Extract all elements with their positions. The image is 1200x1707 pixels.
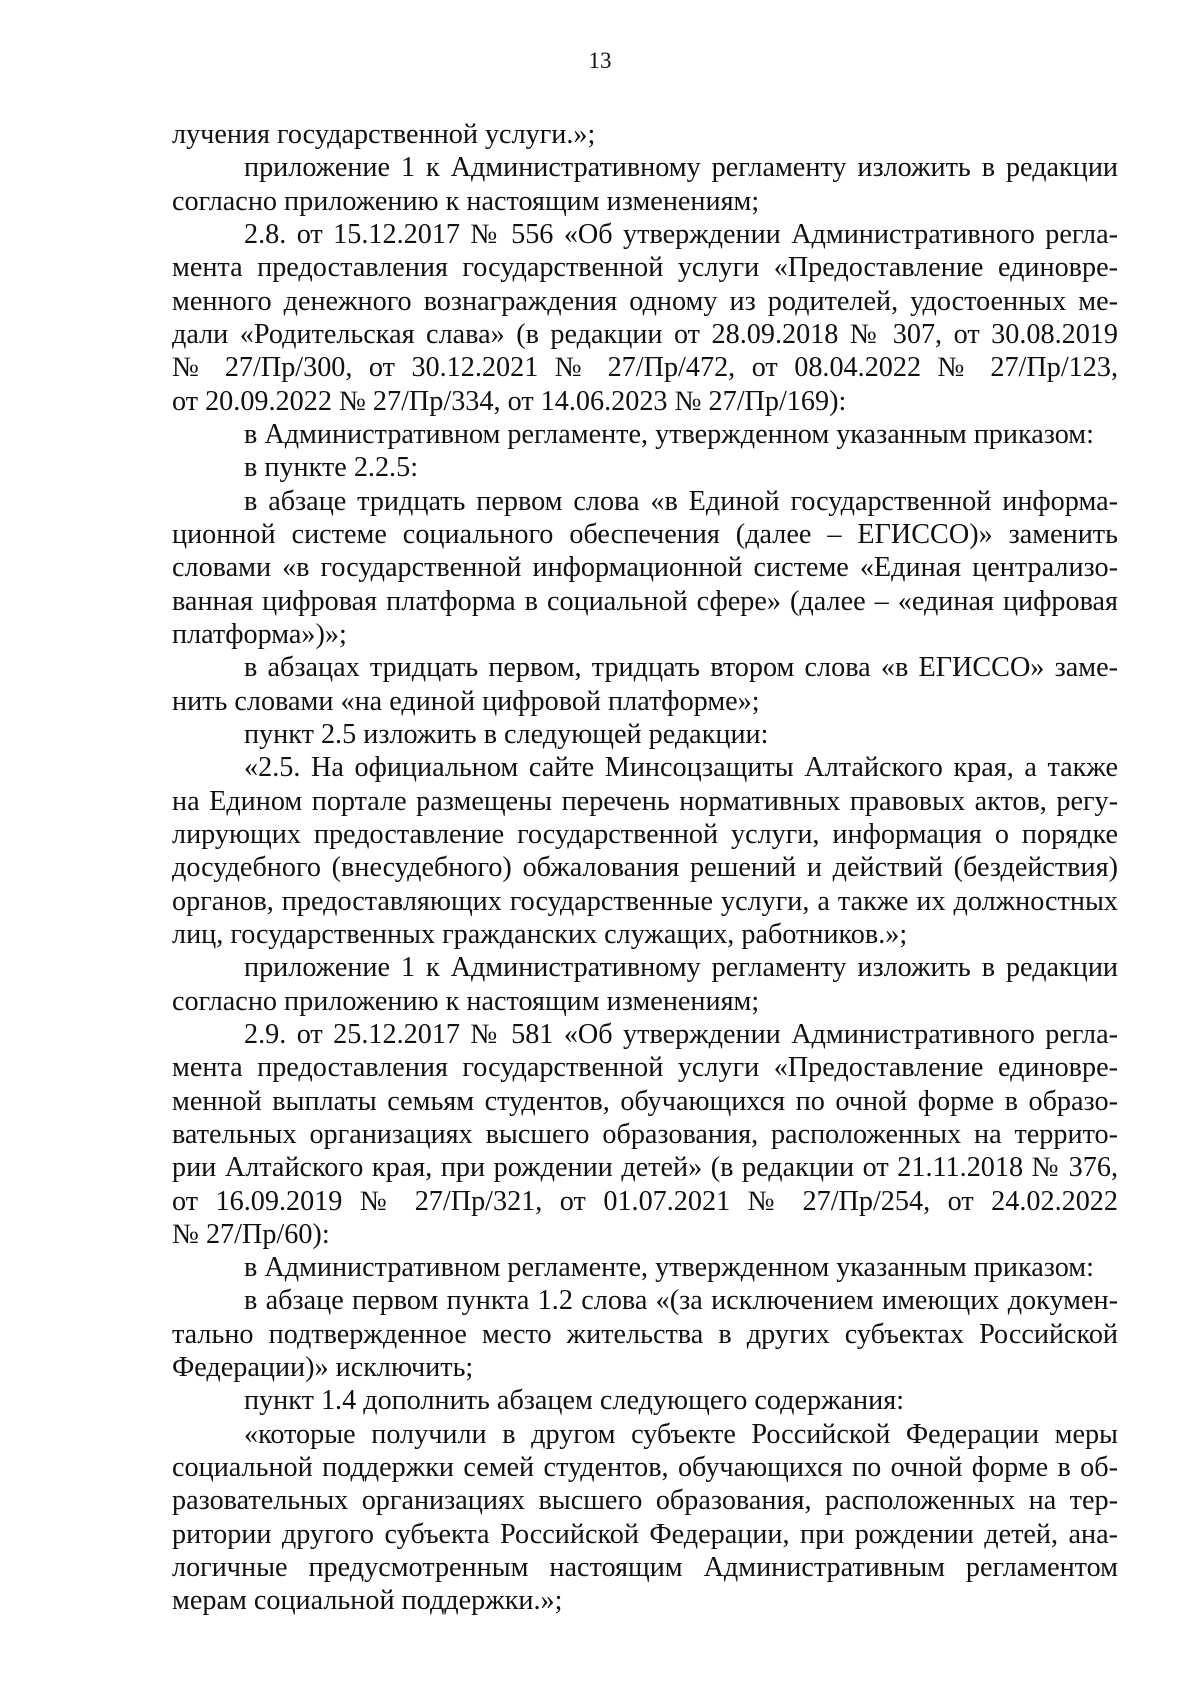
- text-line: рии Алтайского края, при рождении детей» (в редакции от 21.11.2018 № 376,: [172, 1152, 1118, 1184]
- text-line: в Административном регламенте, утвержденном указанным приказом:: [244, 1252, 1094, 1284]
- page-number: 13: [588, 48, 612, 73]
- text-line: согласно приложению к настоящим изменениям;: [172, 985, 760, 1017]
- text-line: лирующих предоставление государственной услуги, информация о порядке: [172, 818, 1118, 850]
- text-line: № 27/Пр/300, от 30.12.2021 № 27/Пр/472, от 08.04.2022 № 27/Пр/123,: [172, 352, 1118, 384]
- text-line: в абзацах тридцать первом, тридцать втором слова «в ЕГИССО» заме-: [244, 652, 1118, 684]
- text-line: логичные предусмотренным настоящим Административным регламентом: [172, 1552, 1118, 1584]
- text-line: согласно приложению к настоящим изменениям;: [172, 185, 760, 217]
- text-line: от 20.09.2022 № 27/Пр/334, от 14.06.2023 № 27/Пр/169):: [172, 385, 847, 417]
- text-line: ванная цифровая платформа в социальной сфере» (далее – «единая цифровая: [172, 585, 1118, 617]
- text-line: словами «в государственной информационной системе «Единая централизо-: [172, 552, 1118, 584]
- text-line: ритории другого субъекта Российской Федерации, при рождении детей, ана-: [172, 1518, 1118, 1550]
- text-line: 2.9. от 25.12.2017 № 581 «Об утверждении Административного регла-: [244, 1018, 1118, 1050]
- text-line: приложение 1 к Административному регламенту изложить в редакции: [244, 152, 1118, 184]
- text-line: мерам социальной поддержки.»;: [172, 1585, 563, 1617]
- text-line: «которые получили в другом субъекте Российской Федерации меры: [244, 1418, 1118, 1450]
- text-line: менной выплаты семьям студентов, обучающихся по очной форме в образо-: [172, 1085, 1118, 1117]
- text-line: 2.8. от 15.12.2017 № 556 «Об утверждении Административного регла-: [244, 218, 1118, 250]
- text-line: № 27/Пр/60):: [172, 1218, 330, 1250]
- text-line: платформа»)»;: [172, 618, 347, 650]
- text-line: пункт 2.5 изложить в следующей редакции:: [244, 718, 769, 750]
- text-line: приложение 1 к Административному регламенту изложить в редакции: [244, 952, 1118, 984]
- text-line: на Едином портале размещены перечень нормативных правовых актов, регу-: [172, 785, 1118, 817]
- text-line: в абзаце тридцать первом слова «в Единой государственной информа-: [244, 485, 1118, 517]
- text-line: тально подтвержденное место жительства в других субъектах Российской: [172, 1318, 1118, 1350]
- text-line: в абзаце первом пункта 1.2 слова «(за исключением имеющих докумен-: [244, 1285, 1118, 1317]
- text-line: вательных организациях высшего образования, расположенных на террито-: [172, 1118, 1118, 1150]
- text-line: мента предоставления государственной услуги «Предоставление единовре-: [172, 252, 1118, 284]
- text-line: ционной системе социального обеспечения (далее – ЕГИССО)» заменить: [172, 518, 1118, 550]
- text-line: в Административном регламенте, утвержденном указанным приказом:: [244, 418, 1094, 450]
- text-line: от 16.09.2019 № 27/Пр/321, от 01.07.2021 № 27/Пр/254, от 24.02.2022: [172, 1185, 1118, 1217]
- text-line: в пункте 2.2.5:: [244, 452, 419, 484]
- text-line: лиц, государственных гражданских служащих, работников.»;: [172, 918, 908, 950]
- text-line: мента предоставления государственной услуги «Предоставление единовре-: [172, 1052, 1118, 1084]
- document-body: [172, 118, 1118, 1618]
- text-line: дали «Родительская слава» (в редакции от 28.09.2018 № 307, от 30.08.2019: [172, 318, 1118, 350]
- text-line: пункт 1.4 дополнить абзацем следующего содержания:: [244, 1385, 905, 1417]
- text-line: лучения государственной услуги.»;: [172, 119, 596, 150]
- text-line: социальной поддержки семей студентов, обучающихся по очной форме в об-: [172, 1452, 1118, 1484]
- text-line: досудебного (внесудебного) обжалования решений и действий (бездействия): [172, 852, 1118, 884]
- text-line: Федерации)» исключить;: [172, 1352, 474, 1384]
- text-line: менного денежного вознаграждения одному из родителей, удостоенных ме-: [172, 285, 1118, 317]
- text-line: органов, предоставляющих государственные услуги, а также их должностных: [172, 885, 1118, 917]
- text-line: разовательных организациях высшего образования, расположенных на тер-: [172, 1485, 1118, 1517]
- text-line: нить словами «на единой цифровой платформе»;: [172, 685, 760, 717]
- text-line: «2.5. На официальном сайте Минсоцзащиты Алтайского края, а также: [244, 752, 1118, 784]
